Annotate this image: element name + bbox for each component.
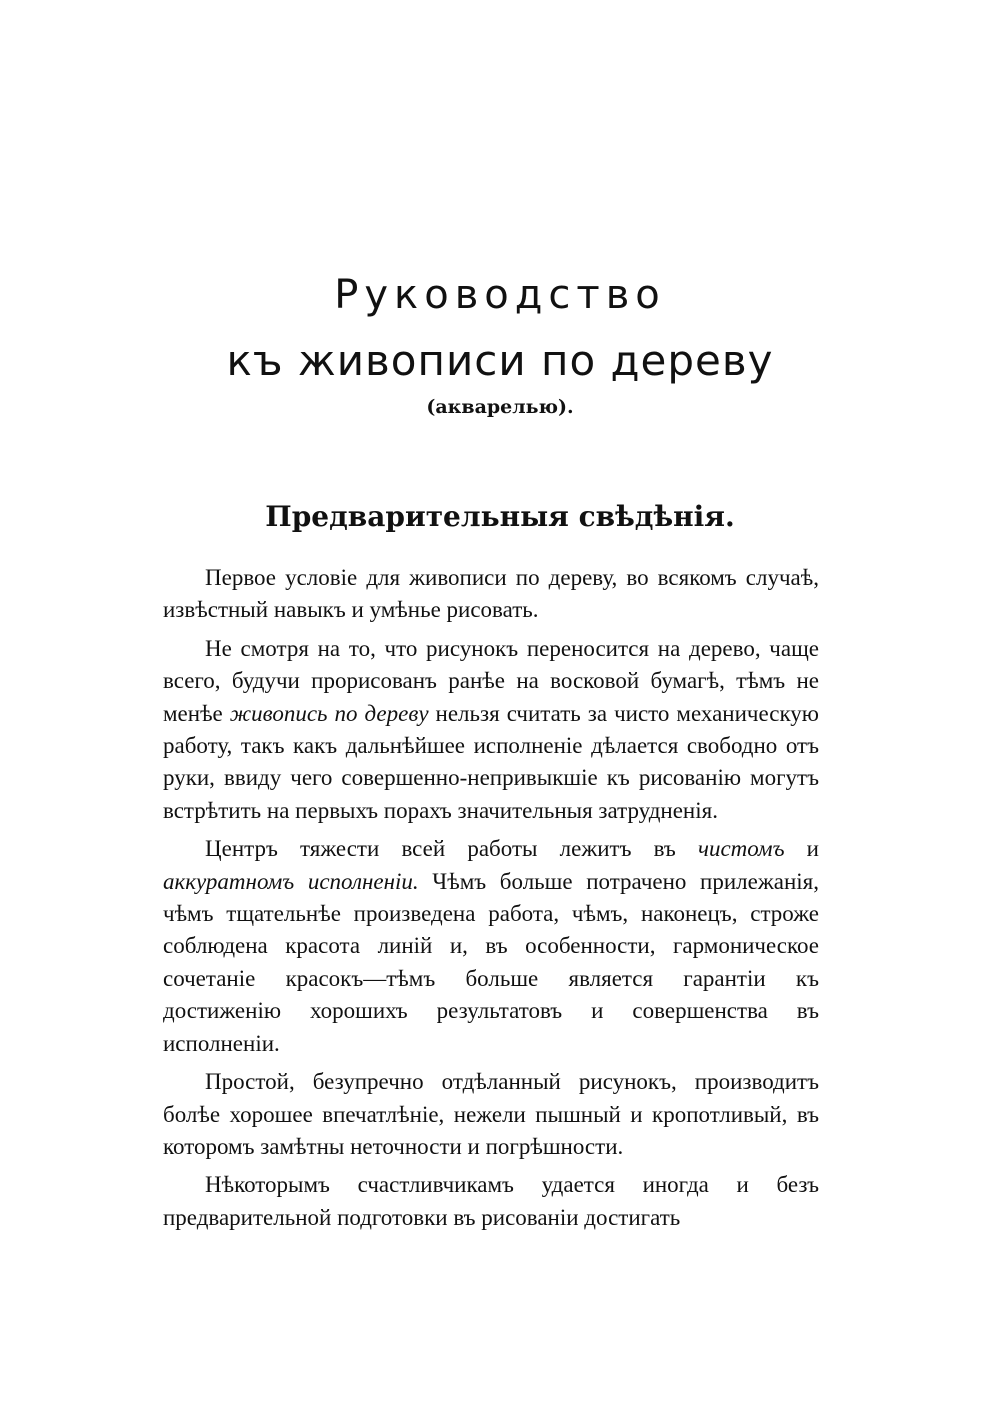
paragraph-3-text-c: Чѣмъ больше потрачено прилежанія, чѣмъ тщательнѣе произведена работа, чѣмъ, наконецъ, строже соблюдена красота линій и, въ особенности, гармоническое сочетаніе красокъ—тѣмъ больше является гарантіи къ достиженію хорошихъ результатовъ и совершенства въ исполненіи. [163, 868, 819, 1056]
book-title: Руководство [334, 272, 666, 318]
paragraph-3-emphasis-b: аккуратномъ исполненіи. [163, 868, 419, 894]
paragraph-2-text-a: Не смотря на то, что рисунокъ переносится на дерево, чаще всего, будучи прорисованъ ранѣе на восковой бумагѣ, тѣмъ не менѣе [163, 635, 819, 726]
paragraph-3 [163, 833, 819, 1060]
paragraph-3-text-a: Центръ тяжести всей работы лежитъ въ [205, 836, 698, 862]
section-heading: Предварительныя свѣдѣнія. [265, 500, 735, 533]
paragraph-3-text-b: и [784, 836, 819, 862]
paragraph-2-emphasis: живопись по дереву [229, 700, 429, 726]
paragraph-2-text-b: нельзя считать за чисто механическую работу, такъ какъ дальнѣйшее исполненіе дѣлается свободно отъ руки, ввиду чего совершенно-непривыкшіе къ рисованію могутъ встрѣтить на первыхъ порахъ значительныя затрудненія. [163, 700, 819, 823]
book-subtitle: къ живописи по дереву [226, 336, 774, 385]
body-text [163, 562, 819, 1240]
paragraph-3-emphasis-a: чистомъ [697, 836, 785, 862]
paragraph-4: Простой, безупречно отдѣланный рисунокъ, производитъ болѣе хорошее впечатлѣніе, нежели пышный и кропотливый, въ которомъ замѣтны неточности и погрѣшности. [163, 1069, 819, 1159]
book-subtitle-technique: (акварелью). [426, 396, 574, 418]
paragraph-5: Нѣкоторымъ счастливчикамъ удается иногда и безъ предварительной подготовки въ рисованіи достигать [163, 1172, 819, 1230]
paragraph-1: Первое условіе для живописи по дереву, во всякомъ случаѣ, извѣстный навыкъ и умѣнье рисовать. [163, 565, 819, 623]
paragraph-2 [163, 633, 819, 827]
